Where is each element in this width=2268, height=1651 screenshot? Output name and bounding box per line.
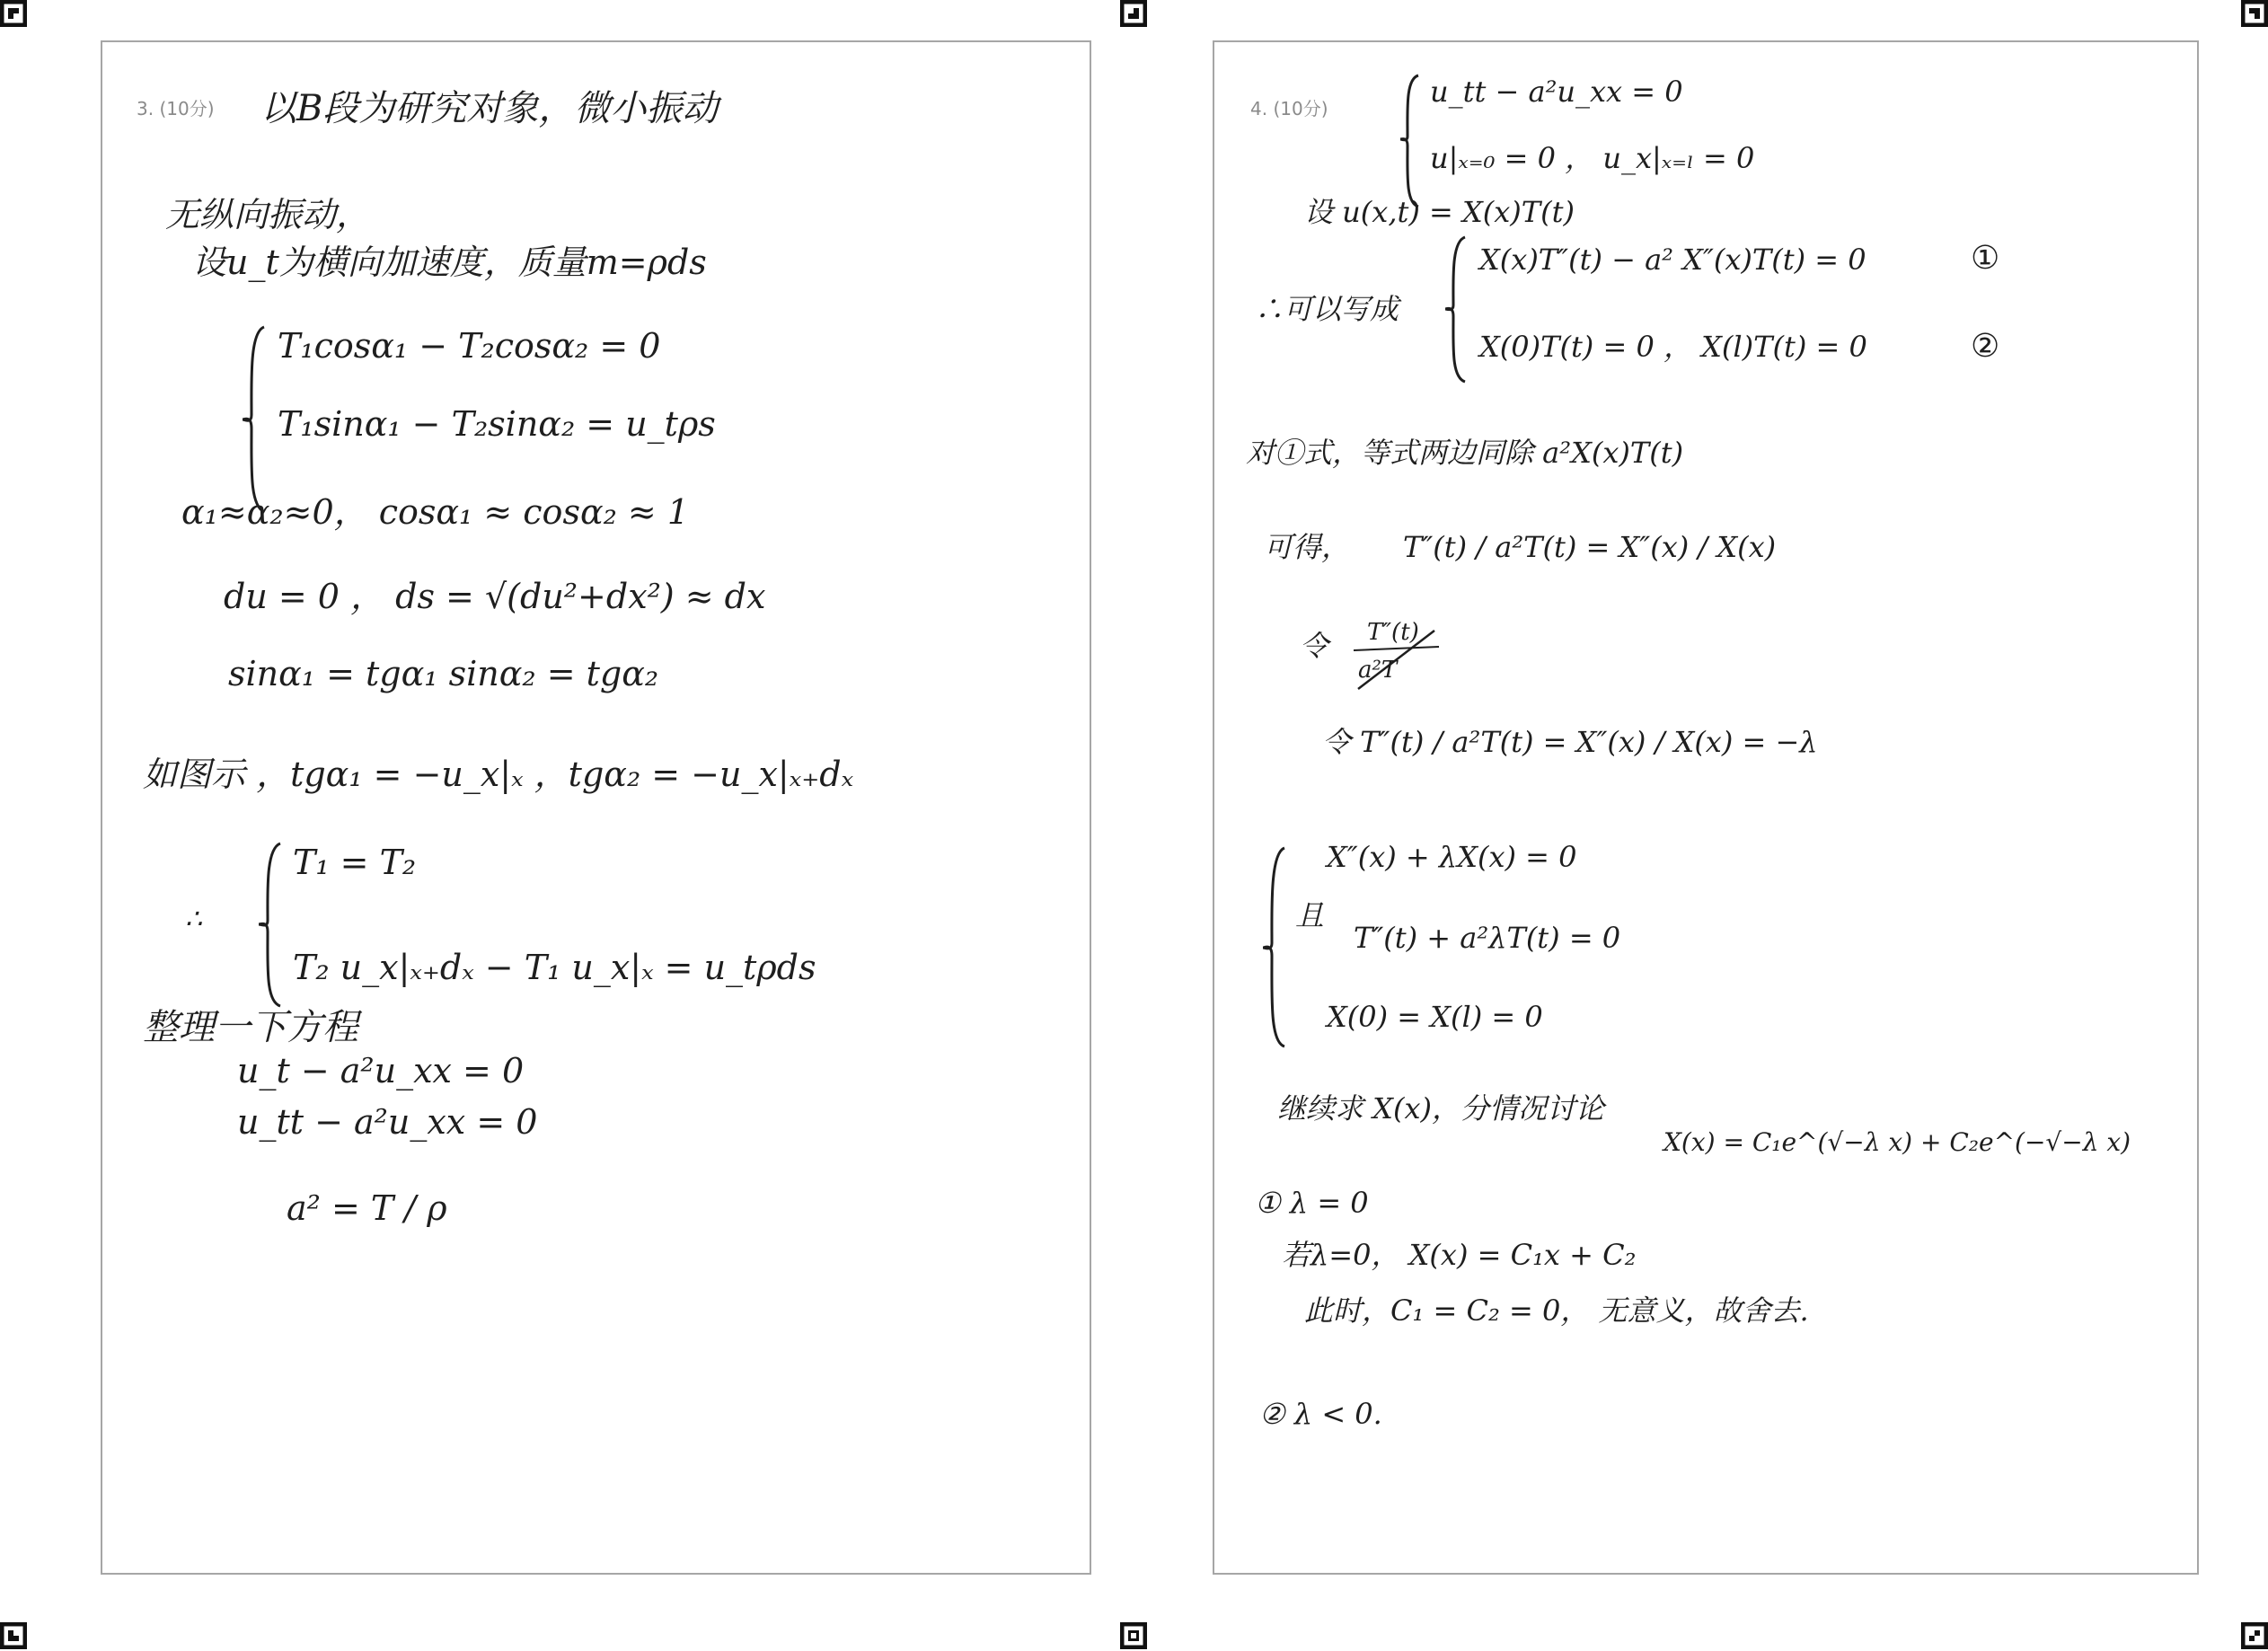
- svg-text:a²T: a²T: [1358, 657, 1398, 684]
- equation-brace: [1399, 74, 1422, 208]
- handwritten-line: ∴: [185, 904, 203, 935]
- question-label: 3. (10分): [137, 98, 215, 119]
- handwritten-line: 以B段为研究对象，微小振动: [260, 88, 719, 129]
- handwritten-line: 若λ=0， X(x) = C₁x + C₂: [1282, 1238, 1637, 1272]
- question-label: 4. (10分): [1250, 98, 1328, 119]
- corner-marker-top-right: [2241, 0, 2268, 27]
- handwritten-line: u_tt − a²u_xx = 0: [237, 1102, 538, 1142]
- handwritten-line: 令 T″(t) / a²T(t) = X″(x) / X(x) = −λ: [1322, 725, 1818, 759]
- handwritten-line: X(0) = X(l) = 0: [1327, 1000, 1543, 1034]
- answer-page-q4: [1213, 40, 2199, 1575]
- handwritten-line: T₁sinα₁ − T₂sinα₂ = u_tρs: [278, 404, 716, 444]
- handwritten-line: u_t − a²u_xx = 0: [237, 1051, 525, 1090]
- handwritten-line: a² = T / ρ: [287, 1188, 447, 1228]
- handwritten-line: 如图示 ，tgα₁ = −u_x|ₓ ，tgα₂ = −u_x|ₓ₊dₓ: [143, 755, 854, 794]
- handwritten-line: T″(t) + a²λT(t) = 0: [1354, 921, 1621, 955]
- equation-number-2: ②: [1971, 328, 2000, 365]
- handwritten-line: 无纵向振动，: [165, 195, 371, 234]
- handwritten-line: 设 u(x,t) = X(x)T(t): [1304, 195, 1575, 229]
- handwritten-line: ① λ = 0: [1255, 1186, 1369, 1220]
- handwritten-line: T″(t) / a²T(t) = X″(x) / X(x): [1403, 530, 1777, 564]
- corner-marker-top-center: [1120, 0, 1147, 27]
- handwritten-line: 对①式，等式两边同除 a²X(x)T(t): [1246, 436, 1684, 470]
- corner-marker-bottom-center: [1120, 1622, 1147, 1649]
- handwritten-line: X(x) = C₁e^(√−λ x) + C₂e^(−√−λ x): [1663, 1127, 2131, 1157]
- handwritten-line: 整理一下方程: [143, 1007, 358, 1048]
- svg-text:T″(t): T″(t): [1367, 619, 1419, 646]
- handwritten-line: T₁ = T₂: [293, 843, 417, 882]
- handwritten-line: X(x)T″(t) − a² X″(x)T(t) = 0: [1479, 243, 1866, 277]
- handwritten-line: 令: [1300, 629, 1329, 663]
- corner-marker-bottom-right: [2241, 1622, 2268, 1649]
- equation-number-1: ①: [1971, 240, 2000, 277]
- handwritten-line: X(0)T(t) = 0 ， X(l)T(t) = 0: [1479, 330, 1867, 364]
- handwritten-line: sinα₁ = tgα₁ sinα₂ = tgα₂: [228, 654, 659, 693]
- handwritten-line: u_tt − a²u_xx = 0: [1430, 75, 1683, 109]
- handwritten-line: 继续求 X(x)，分情况讨论: [1277, 1091, 1604, 1126]
- handwritten-line: u|ₓ₌₀ = 0 ， u_x|ₓ₌ₗ = 0: [1430, 141, 1755, 175]
- handwritten-line: 此时，C₁ = C₂ = 0， 无意义，故舍去.: [1304, 1293, 1809, 1328]
- handwritten-line: 且: [1295, 898, 1325, 932]
- crossed-out-fraction: [1349, 613, 1448, 698]
- equation-brace: [241, 325, 268, 514]
- equation-brace: [257, 842, 284, 1008]
- handwritten-line: X″(x) + λX(x) = 0: [1327, 840, 1577, 874]
- handwritten-line: 设u_t为横向加速度，质量m=ρds: [192, 243, 707, 282]
- corner-marker-bottom-left: [0, 1622, 27, 1649]
- corner-marker-top-left: [0, 0, 27, 27]
- handwritten-line: 可得，: [1264, 530, 1351, 564]
- handwritten-line: ② λ < 0.: [1259, 1397, 1382, 1431]
- handwritten-line: α₁≈α₂≈0， cosα₁ ≈ cosα₂ ≈ 1: [181, 492, 690, 532]
- handwritten-line: T₁cosα₁ − T₂cosα₂ = 0: [278, 326, 661, 366]
- handwritten-line: ∴可以写成: [1255, 292, 1399, 326]
- equation-brace: [1443, 235, 1469, 384]
- handwritten-line: du = 0 ， ds = √(du²+dx²) ≈ dx: [224, 577, 766, 616]
- equation-brace: [1261, 846, 1288, 1048]
- answer-page-q3: [101, 40, 1091, 1575]
- handwritten-line: T₂ u_x|ₓ₊dₓ − T₁ u_x|ₓ = u_tρds: [293, 948, 816, 987]
